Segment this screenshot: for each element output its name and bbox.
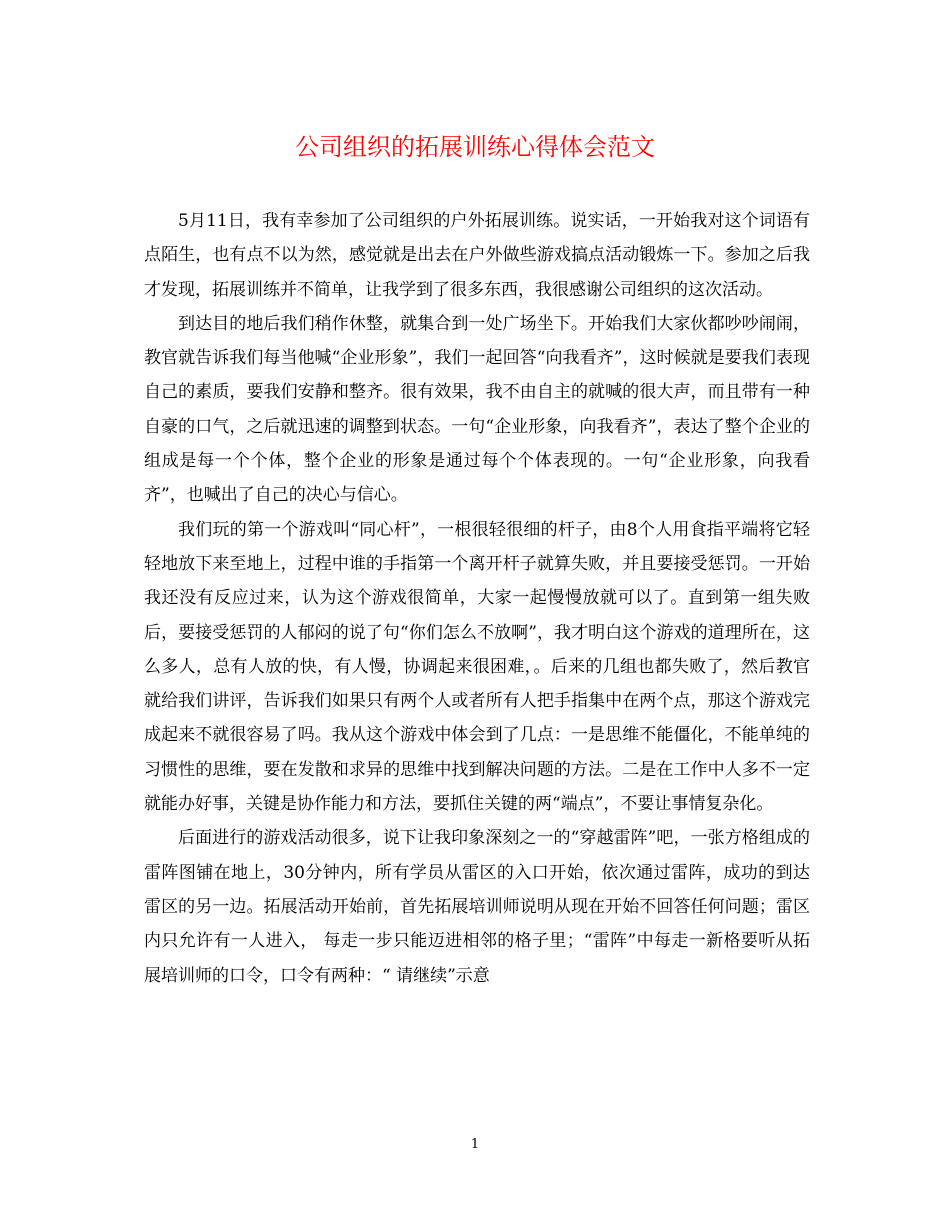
document-body xyxy=(144,204,810,993)
document-title: 公司组织的拓展训练心得体会范文 xyxy=(295,133,655,161)
paragraph-3: 我们玩的第一个游戏叫“同心杆”，一根很轻很细的杆子，由8个人用食指平端将它轻轻地放下来至地上，过程中谁的手指第一个离开杆子就算失败，并且要接受惩罚。一开始我还没有反应过来，认为这个游戏很简单，大家一起慢慢放就可以了。直到第一组失败后，要接受惩罚的人郁闷的说了句“你们怎么不放啊”，我才明白这个游戏的道理所在，这么多人，总有人放的快，有人慢，协调起来很困难，。后来的几组也都失败了，然后教官就给我们讲评，告诉我们如果只有两个人或者所有人把手指集中在两个点，那这个游戏完成起来不就很容易了吗。我从这个游戏中体会到了几点：一是思维不能僵化，不能单纯的习惯性的思维，要在发散和求异的思维中找到解决问题的方法。二是在工作中人多不一定就能办好事，关键是协作能力和方法，要抓住关键的两“端点”，不要让事情复杂化。 xyxy=(144,519,810,815)
paragraph-2: 到达目的地后我们稍作休整，就集合到一处广场坐下。开始我们大家伙都吵吵闹闹，教官就告诉我们每当他喊“企业形象”，我们一起回答“向我看齐”，这时候就是要我们表现自己的素质，要我们安静和整齐。很有效果，我不由自主的就喊的很大声，而且带有一种自豪的口气，之后就迅速的调整到状态。一句“企业形象，向我看齐”，表达了整个企业的组成是每一个个体，整个企业的形象是通过每个个体表现的。一句“企业形象，向我看齐”，也喊出了自己的决心与信心。 xyxy=(144,313,810,506)
page-number: 1 xyxy=(470,1137,480,1152)
paragraph-1: 5月11日，我有幸参加了公司组织的户外拓展训练。说实话，一开始我对这个词语有点陌生，也有点不以为然，感觉就是出去在户外做些游戏搞点活动锻炼一下。参加之后我才发现，拓展训练并不简单，让我学到了很多东西，我很感谢公司组织的这次活动。 xyxy=(144,211,810,300)
paragraph-4: 后面进行的游戏活动很多，说下让我印象深刻之一的“穿越雷阵”吧，一张方格组成的雷阵图铺在地上，30分钟内，所有学员从雷区的入口开始，依次通过雷阵，成功的到达雷区的另一边。拓展活动开始前，首先拓展培训师说明从现在开始不回答任何问题；雷区内只允许有一人进入， 每走一步只能迈进相邻的格子里；“雷阵”中每走一新格要听从拓展培训师的口令，口令有两种：“ 请继续”示意 xyxy=(144,828,810,986)
